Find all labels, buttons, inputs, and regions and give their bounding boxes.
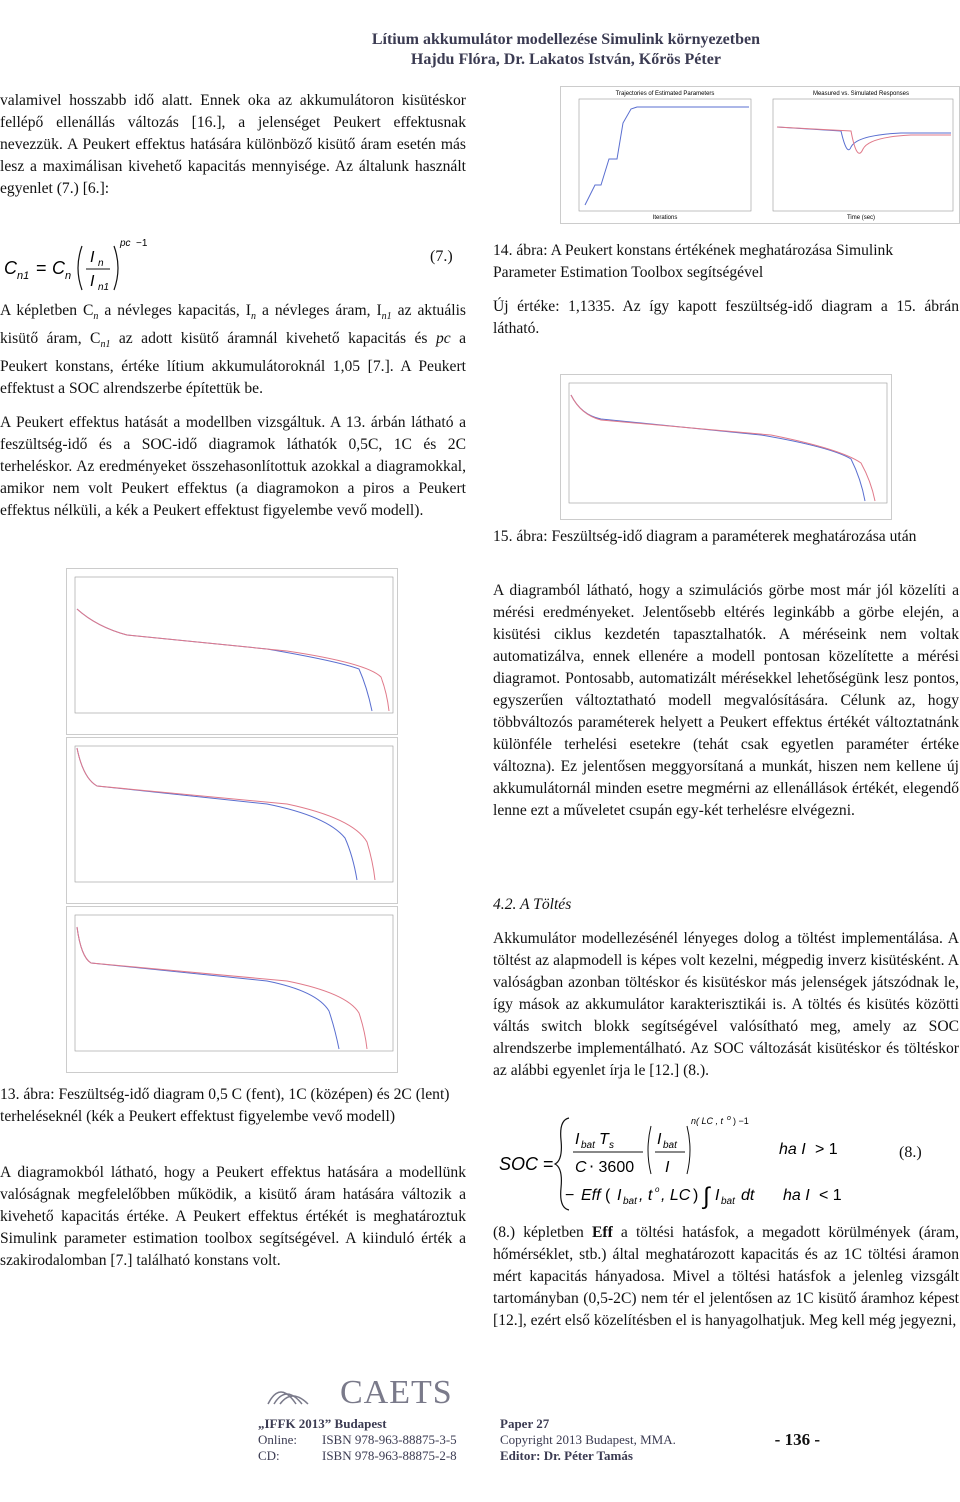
svg-text:< 1: < 1 bbox=[819, 1187, 842, 1204]
svg-text:> 1: > 1 bbox=[815, 1141, 838, 1158]
svg-text:−1: −1 bbox=[136, 238, 148, 249]
right-paragraph-1: Új értéke: 1,1335. Az így kapott feszültség-idő diagram a 15. ábrán látható. bbox=[493, 298, 959, 337]
svg-text:ha I: ha I bbox=[783, 1187, 810, 1204]
caption-14: 14. ábra: A Peukert konstans értékének meghatározása Simulink Parameter Estimation Toolbox segítségével bbox=[493, 242, 894, 281]
svg-text:bat: bat bbox=[663, 1140, 677, 1151]
plot-13c-svg bbox=[67, 907, 397, 1072]
svg-text:o: o bbox=[655, 1185, 660, 1194]
caption-15: 15. ábra: Feszültség-idő diagram a paraméterek meghatározása után bbox=[493, 528, 917, 545]
formula-8 bbox=[493, 1110, 959, 1216]
svg-text:I: I bbox=[657, 1131, 662, 1148]
svg-text:dt: dt bbox=[741, 1187, 755, 1204]
parameter-trajectory bbox=[585, 107, 749, 205]
blue-curve bbox=[77, 609, 372, 711]
measured-curve bbox=[571, 395, 875, 501]
figure-13-plot-middle bbox=[66, 737, 398, 904]
svg-text:(: ( bbox=[605, 1187, 611, 1204]
svg-text:I: I bbox=[715, 1187, 720, 1204]
svg-text:ha I: ha I bbox=[779, 1141, 806, 1158]
svg-text:n1: n1 bbox=[98, 282, 110, 293]
svg-text:I: I bbox=[90, 273, 95, 290]
left-paragraph-3: A Peukert effektus hatását a modellben vizsgáltuk. A 13. árbán látható a feszültség-idő és a SOC-idő diagramok láthatók 0,5C, 1C és 2C terheléskor. Az eredményeket összehasonlítottuk azokkal a diagramokkal, amikor nem volt Peukert effektus (a diagramokon a piros a Peukert effektus nélküli, a kék a Peukert effektust figyelembe vevő modell). bbox=[0, 414, 466, 520]
svg-text:∫: ∫ bbox=[703, 1183, 710, 1210]
caption-13: 13. ábra: Feszültség-idő diagram 0,5 C (fent), 1C (középen) és 2C (lent) terheléseknél (kék a Peukert effektust figyelembe vevő modell) bbox=[0, 1086, 450, 1125]
blue-curve bbox=[77, 927, 339, 1049]
svg-text:I: I bbox=[617, 1187, 622, 1204]
footer-copyright: Copyright 2013 Budapest, MMA. bbox=[500, 1432, 676, 1447]
section-heading: 4.2. A Töltés bbox=[493, 896, 572, 913]
caets-logo bbox=[260, 1374, 460, 1412]
svg-text:) −1: ) −1 bbox=[733, 1116, 749, 1126]
red-curve bbox=[77, 927, 367, 1049]
left-column-cont bbox=[0, 300, 466, 522]
figure-13-plot-top bbox=[66, 568, 398, 735]
svg-text:⋅ 3600: ⋅ 3600 bbox=[589, 1159, 635, 1176]
blue-curve bbox=[77, 748, 357, 880]
right-paragraph-3: Akkumulátor modellezésénél lényeges dolog a töltést implementálása. A töltést az alapmodell is képes volt kezelni, mégpedig inverz kisütésként. A valóságban azonban töltéskor és kisütéskor más jelenségek játszódnak le, így mások az akkumulátor karakterisztikái is. A töltés és kisütés közötti váltás switch blokk segítségével valósítható meg, amely az SOC alrendszerbe implementálható. Az SOC változását kisütéskor és töltéskor az alábbi egyenlet írja le [12.] (8.). bbox=[493, 930, 959, 1079]
measured-response bbox=[777, 127, 951, 153]
svg-text:n: n bbox=[65, 270, 72, 282]
svg-text:T: T bbox=[599, 1131, 609, 1148]
simulated-curve bbox=[571, 395, 865, 501]
svg-text:I: I bbox=[665, 1159, 670, 1176]
footer-editor: Editor: Dr. Péter Tamás bbox=[500, 1448, 633, 1463]
svg-text:bat: bat bbox=[581, 1140, 595, 1151]
left-paragraph-4: A diagramokból látható, hogy a Peukert effektus hatására a modellünk valóságnak megfelelőbben működik, a kisütő áram hatására változik a kivehető kapacitás értéke. A Peukert effektus értékét is meghatároztuk Simulink parameter estimation toolbox segítségével. A kiinduló érték a szakirodalomban [7.] található konstans volt. bbox=[0, 1164, 466, 1269]
svg-text:Measured vs. Simulated Respons: Measured vs. Simulated Responses bbox=[812, 91, 910, 97]
paper-title: Lítium akkumulátor modellezése Simulink környezetben bbox=[371, 31, 760, 48]
figure-15 bbox=[560, 374, 892, 520]
running-header bbox=[372, 30, 760, 70]
plot-13a-svg bbox=[67, 569, 397, 734]
footer-cd-label: CD: bbox=[258, 1448, 280, 1463]
figure-14 bbox=[560, 86, 960, 224]
plot-13b-svg bbox=[67, 738, 397, 903]
red-curve bbox=[77, 748, 375, 880]
svg-text:C: C bbox=[4, 258, 17, 278]
svg-text:I: I bbox=[90, 249, 95, 266]
svg-text:Eff: Eff bbox=[581, 1187, 601, 1204]
svg-text:=: = bbox=[543, 1154, 554, 1174]
simulated-response bbox=[777, 127, 951, 150]
svg-text:C: C bbox=[575, 1159, 587, 1176]
right-paragraph-2: A diagramból látható, hogy a szimulációs görbe most már jól közelíti a mérési eredményeket. Jelentősebb eltérés leginkább a görbe elején, a kisütési ciklus kezdetén tapasztalhatók. A méréseink nem voltak automatizálva, ennek ellenére a modell pontosan közelítette a mérési diagramot. Pontosabb, automatizált mérésekkel lehetőségünk lesz pontos, egyszerűen változtatható modell megvalósítására. Célunk az, hogy többváltozós paraméterek helyett a Peukert effektus értékét változtatnánk különféle terhelési esetekre (tehát csak egyetlen paraméter értéke változna). Ez jelentősen meggyorsítaná a munkát, hiszen nem kellene új akkumulátornál minden esetre megmérni az ellenállások értékét, elegendő lenne ezt a műveletet csupán egy-két terhelésre elvégezni. bbox=[493, 582, 959, 819]
svg-text:s: s bbox=[609, 1140, 614, 1151]
formula-7-label: (7.) bbox=[430, 248, 453, 265]
svg-text:o: o bbox=[727, 1115, 731, 1122]
svg-text:pc: pc bbox=[120, 238, 131, 249]
svg-text:Iterations: Iterations bbox=[652, 215, 678, 221]
svg-text:n( LC , t: n( LC , t bbox=[691, 1116, 724, 1126]
footer-online-label: Online: bbox=[258, 1432, 297, 1447]
footer-paper: Paper 27 bbox=[500, 1416, 550, 1431]
page-number: - 136 - bbox=[774, 1430, 820, 1449]
svg-text:n1: n1 bbox=[17, 270, 30, 282]
footer-cd-isbn: ISBN 978-963-88875-2-8 bbox=[322, 1448, 457, 1463]
right-paragraph-4: (8.) képletben Eff a töltési hatásfok, a megadott körülmények (áram, hőmérséklet, stb.) által meghatározott kapacitás és az 1C töltési áramon mért kapacitás hányadosa. Mivel a töltési hatásfok a jelenleg vizsgált tartományban (0,5-2C) nem tér el jelentősen az 1C kisütő áramhoz képest [12.], ezért első közelítésben el is hanyagolhatjuk. Meg kell még jegyezni, bbox=[493, 1224, 959, 1329]
svg-text:SOC: SOC bbox=[499, 1154, 539, 1174]
svg-text:C: C bbox=[52, 258, 65, 278]
paper-authors: Hajdu Flóra, Dr. Lakatos István, Kőrös Péter bbox=[410, 51, 721, 68]
left-column bbox=[0, 90, 466, 200]
red-curve bbox=[77, 609, 389, 711]
svg-text:n: n bbox=[98, 258, 104, 269]
svg-text:bat: bat bbox=[721, 1196, 735, 1207]
left-paragraph-1: valamivel hosszabb idő alatt. Ennek oka az akkumulátoron kisütéskor fellépő ellenállás változás [16.], a jelenséget Peukert effektusnak nevezzük. A Peukert effektus hatására különböző kisütő áram esetén más lesz a maximálisan kivehető kapacitás mennyisége. Az általunk használt egyenlet (7.) [6.]: bbox=[0, 92, 466, 197]
footer-online-isbn: ISBN 978-963-88875-3-5 bbox=[322, 1432, 457, 1447]
svg-text:, t: , t bbox=[639, 1187, 653, 1204]
svg-text:=: = bbox=[36, 258, 47, 278]
svg-text:bat: bat bbox=[623, 1196, 637, 1207]
formula-7 bbox=[4, 238, 464, 298]
svg-text:Time (sec): Time (sec) bbox=[846, 215, 876, 221]
svg-text:): ) bbox=[693, 1187, 699, 1204]
figure-13-plot-bottom bbox=[66, 906, 398, 1073]
footer-event: „IFFK 2013” Budapest bbox=[258, 1416, 387, 1431]
left-paragraph-2: A képletben $C_n$ a névleges kapacitás, $I_n$ a névleges áram, $I_{n1}$ az aktuális kisütő áram, $C_{n1}$ az adott kisütő áramnál kivehető kapacitás és pc a Peukert konstans, értéke lítium akkumulátoroknál 1,05 [7.]. A Peukert effektust a SOC alrendszerbe építettük be. bbox=[0, 302, 467, 398]
svg-text:, LC: , LC bbox=[661, 1187, 691, 1204]
formula-8-label: (8.) bbox=[899, 1144, 922, 1161]
svg-text:Trajectories of Estimated Para: Trajectories of Estimated Parameters bbox=[615, 91, 715, 97]
svg-text:I: I bbox=[575, 1131, 580, 1148]
svg-text:−: − bbox=[565, 1187, 575, 1204]
logo-text: CAETS bbox=[340, 1374, 453, 1411]
